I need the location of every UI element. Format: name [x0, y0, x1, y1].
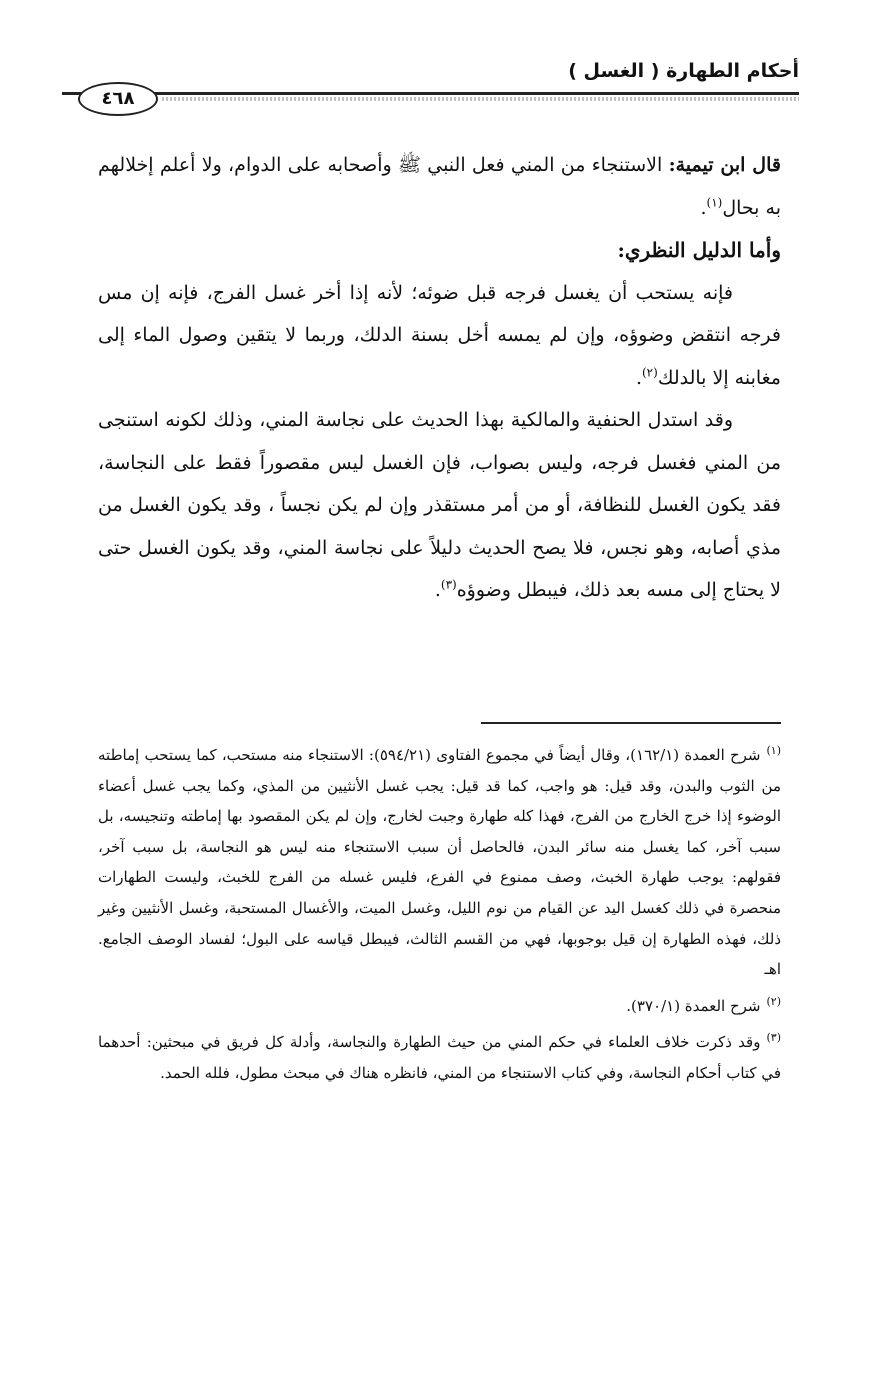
- header-rule: [152, 92, 799, 95]
- footnote-1: [98, 740, 781, 985]
- running-title: أحكام الطهارة ( الغسل ): [568, 60, 799, 82]
- footnote-text: وقد ذكرت خلاف العلماء في حكم المني من حيث الطهارة والنجاسة، وأدلة كل فريق في مبحثين: أحدهما في كتاب أحكام النجاسة، وفي كتاب الاستنجاء من المني، فانظره هناك في مبحث مطول، فلله الحمد.: [98, 1033, 781, 1082]
- page-number: ٤٦٨: [78, 82, 158, 116]
- footnote-text: شرح العمدة (١٦٢/١)، وقال أيضاً في مجموع الفتاوى (٥٩٤/٢١): الاستنجاء منه مستحب، كما يستحب إماطته من الثوب والبدن، وقد قيل: هو واجب، كما قد قيل: يجب غسل الأنثيين من المذي، وكما يجب غسل أعضاء الوضوء إذا خرج الخارج من الفرج، فهذا كله طهارة وجبت لخارج، وإن لم يكن المقصود بها إماطته وتنجيسه، بل سبب آخر، كما يغسل منه سائر البدن، فالحاصل أن سبب الاستنجاء منه ليس هو النجاسة، بل سبب آخر، فقولهم: يوجب طهارة الخبث، وصف ممنوع في الفرع، فليس غسله من الفرج للخبث، وليست الطهارات منحصرة في ذلك كغسل اليد عن القيام من نوم الليل، وغسل الميت، والأغسال المستحبة، وغسل الأنثيين وغير ذلك، فهذه الطهارة إن قيل بوجوبها، فهي من القسم الثالث، فيبطل قياسه على البول؛ لفساد الوصف الجامع. اهـ: [98, 746, 781, 979]
- paragraph-rational-proof: فإنه يستحب أن يغسل فرجه قبل ضوئه؛ لأنه إذا أخر غسل الفرج، فإنه إن مس فرجه انتقض وضوؤه، وإن لم يمسه أخل بسنة الدلك، وربما لا يتقين وصول الماء إلى مغابنه إلا بالدلك$^{(٢)}$.: [98, 281, 781, 389]
- footnote-ref[interactable]: (٢): [641, 365, 658, 380]
- footnote-ref[interactable]: (١): [706, 195, 723, 210]
- footnote-marker: (٣): [766, 1031, 781, 1045]
- footnote-3: [98, 1027, 781, 1088]
- footnote-2: [98, 991, 781, 1022]
- footnote-text: شرح العمدة (٣٧٠/١).: [626, 996, 761, 1015]
- quote-attribution: قال ابن تيمية:: [668, 154, 781, 176]
- running-header: [62, 56, 799, 116]
- paragraph-text: الاستنجاء من المني فعل النبي ﷺ وأصحابه على الدوام، ولا أعلم إخلالهم به بحال: [98, 154, 781, 219]
- footnote-marker: (٢): [766, 994, 781, 1008]
- paragraph-hanafi-maliki: وقد استدل الحنفية والمالكية بهذا الحديث على نجاسة المني، وذلك لكونه استنجى من المني فغسل فرجه، وليس بصواب، فإن الغسل ليس مقصوراً فقط على النجاسة، فقد يكون الغسل للنظافة، أو من أمر مستقذر وإن لم يكن نجساً ، وقد يكون الغسل من مذي أصابه، وهو نجس، فلا يصح الحديث دليلاً على نجاسة المني، وقد يكون الغسل حتى لا يحتاج إلى مسه بعد ذلك، فيبطل وضوؤه$^{(٣)}$.: [98, 409, 781, 601]
- footnote-ref[interactable]: (٣): [440, 577, 457, 592]
- paragraph-text: فإنه يستحب أن يغسل فرجه قبل ضوئه؛ لأنه إذا أخر غسل الفرج، فإنه إن مس فرجه انتقض وضوؤه، وإن لم يمسه أخل بسنة الدلك، وربما لا يتقين وصول الماء إلى مغابنه إلا بالدلك: [98, 281, 781, 389]
- footnote-marker: (١): [766, 744, 782, 757]
- footnotes: [98, 740, 781, 1089]
- paragraph-text: وقد استدل الحنفية والمالكية بهذا الحديث على نجاسة المني، وذلك لكونه استنجى من المني فغسل فرجه، وليس بصواب، فإن الغسل ليس مقصوراً فقط على النجاسة، فقد يكون الغسل للنظافة، أو من أمر مستقذر وإن لم يكن نجساً ، وقد يكون الغسل من مذي أصابه، وهو نجس، فلا يصح الحديث دليلاً على نجاسة المني، وقد يكون الغسل حتى لا يحتاج إلى مسه بعد ذلك، فيبطل وضوؤه: [98, 409, 781, 601]
- paragraph-ibn-taymiyyah: قال ابن تيمية: الاستنجاء من المني فعل النبي ﷺ وأصحابه على الدوام، ولا أعلم إخلالهم به بحال$^{(١)}$.: [98, 154, 781, 219]
- footnote-separator: [481, 722, 781, 724]
- section-heading: وأما الدليل النظري:: [617, 238, 781, 262]
- header-rule-texture: [162, 97, 799, 101]
- main-text: [98, 144, 781, 612]
